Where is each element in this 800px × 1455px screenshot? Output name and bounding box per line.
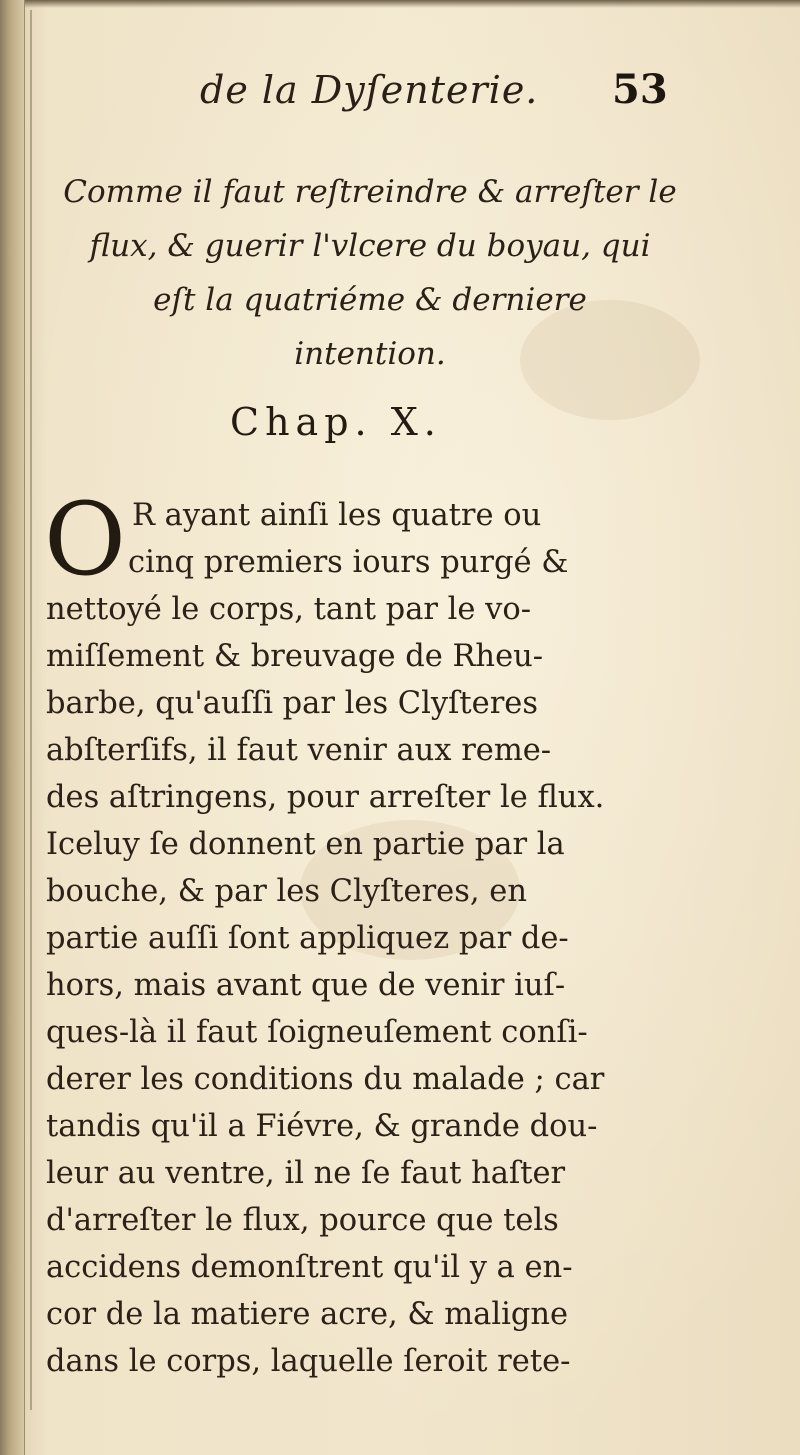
body-text — [44, 481, 656, 1385]
drop-cap: O — [44, 481, 126, 598]
body-line: leur au ventre, il ne ſe faut haſter — [46, 1156, 566, 1191]
body-line: derer les conditions du malade ; car — [46, 1062, 605, 1097]
first-body-line: R ayant ainſi les quatre ou — [132, 498, 542, 533]
body-line: abſterſifs, il faut venir aux reme- — [46, 733, 552, 768]
body-line: cor de la matiere acre, & maligne — [46, 1297, 569, 1332]
body-line: ques-là il faut ſoigneuſement conſi- — [46, 1015, 588, 1050]
body-line: partie auſſi ſont appliquez par de- — [46, 921, 569, 956]
body-line: miſſement & breuvage de Rheu- — [46, 639, 544, 674]
heading-line: Comme il faut reſtreindre & arreſter le — [63, 174, 677, 210]
body-line: barbe, qu'auſſi par les Clyſteres — [46, 686, 538, 721]
chapter-title: Chap. X. — [230, 400, 442, 444]
page-top-edge — [0, 0, 800, 8]
body-line: des aſtringens, pour arreſter le flux. — [46, 780, 605, 815]
chapter-heading — [40, 165, 700, 381]
body-line: bouche, & par les Clyſteres, en — [46, 874, 527, 909]
body-line: accidens demonſtrent qu'il y a en- — [46, 1250, 573, 1285]
page-number: 53 — [612, 66, 668, 113]
body-line: dans le corps, laquelle ſeroit rete- — [46, 1344, 571, 1379]
body-line: nettoyé le corps, tant par le vo- — [46, 592, 532, 627]
body-line: d'arreſter le flux, pource que tels — [46, 1203, 559, 1238]
body-line: hors, mais avant que de venir iuſ- — [46, 968, 566, 1003]
heading-line: intention. — [294, 336, 446, 372]
body-line: Iceluy ſe donnent en partie par la — [46, 827, 565, 862]
body-line: tandis qu'il a Fiévre, & grande dou- — [46, 1109, 598, 1144]
running-head: de la Dyſenterie. — [200, 68, 539, 112]
book-spine-edge — [0, 0, 25, 1455]
heading-line: flux, & guerir l'vlcere du boyau, qui — [89, 228, 651, 264]
body-line: cinq premiers iours purgé & — [128, 545, 569, 580]
heading-line: eſt la quatriéme & derniere — [153, 282, 587, 318]
gutter-shadow — [30, 10, 32, 1410]
